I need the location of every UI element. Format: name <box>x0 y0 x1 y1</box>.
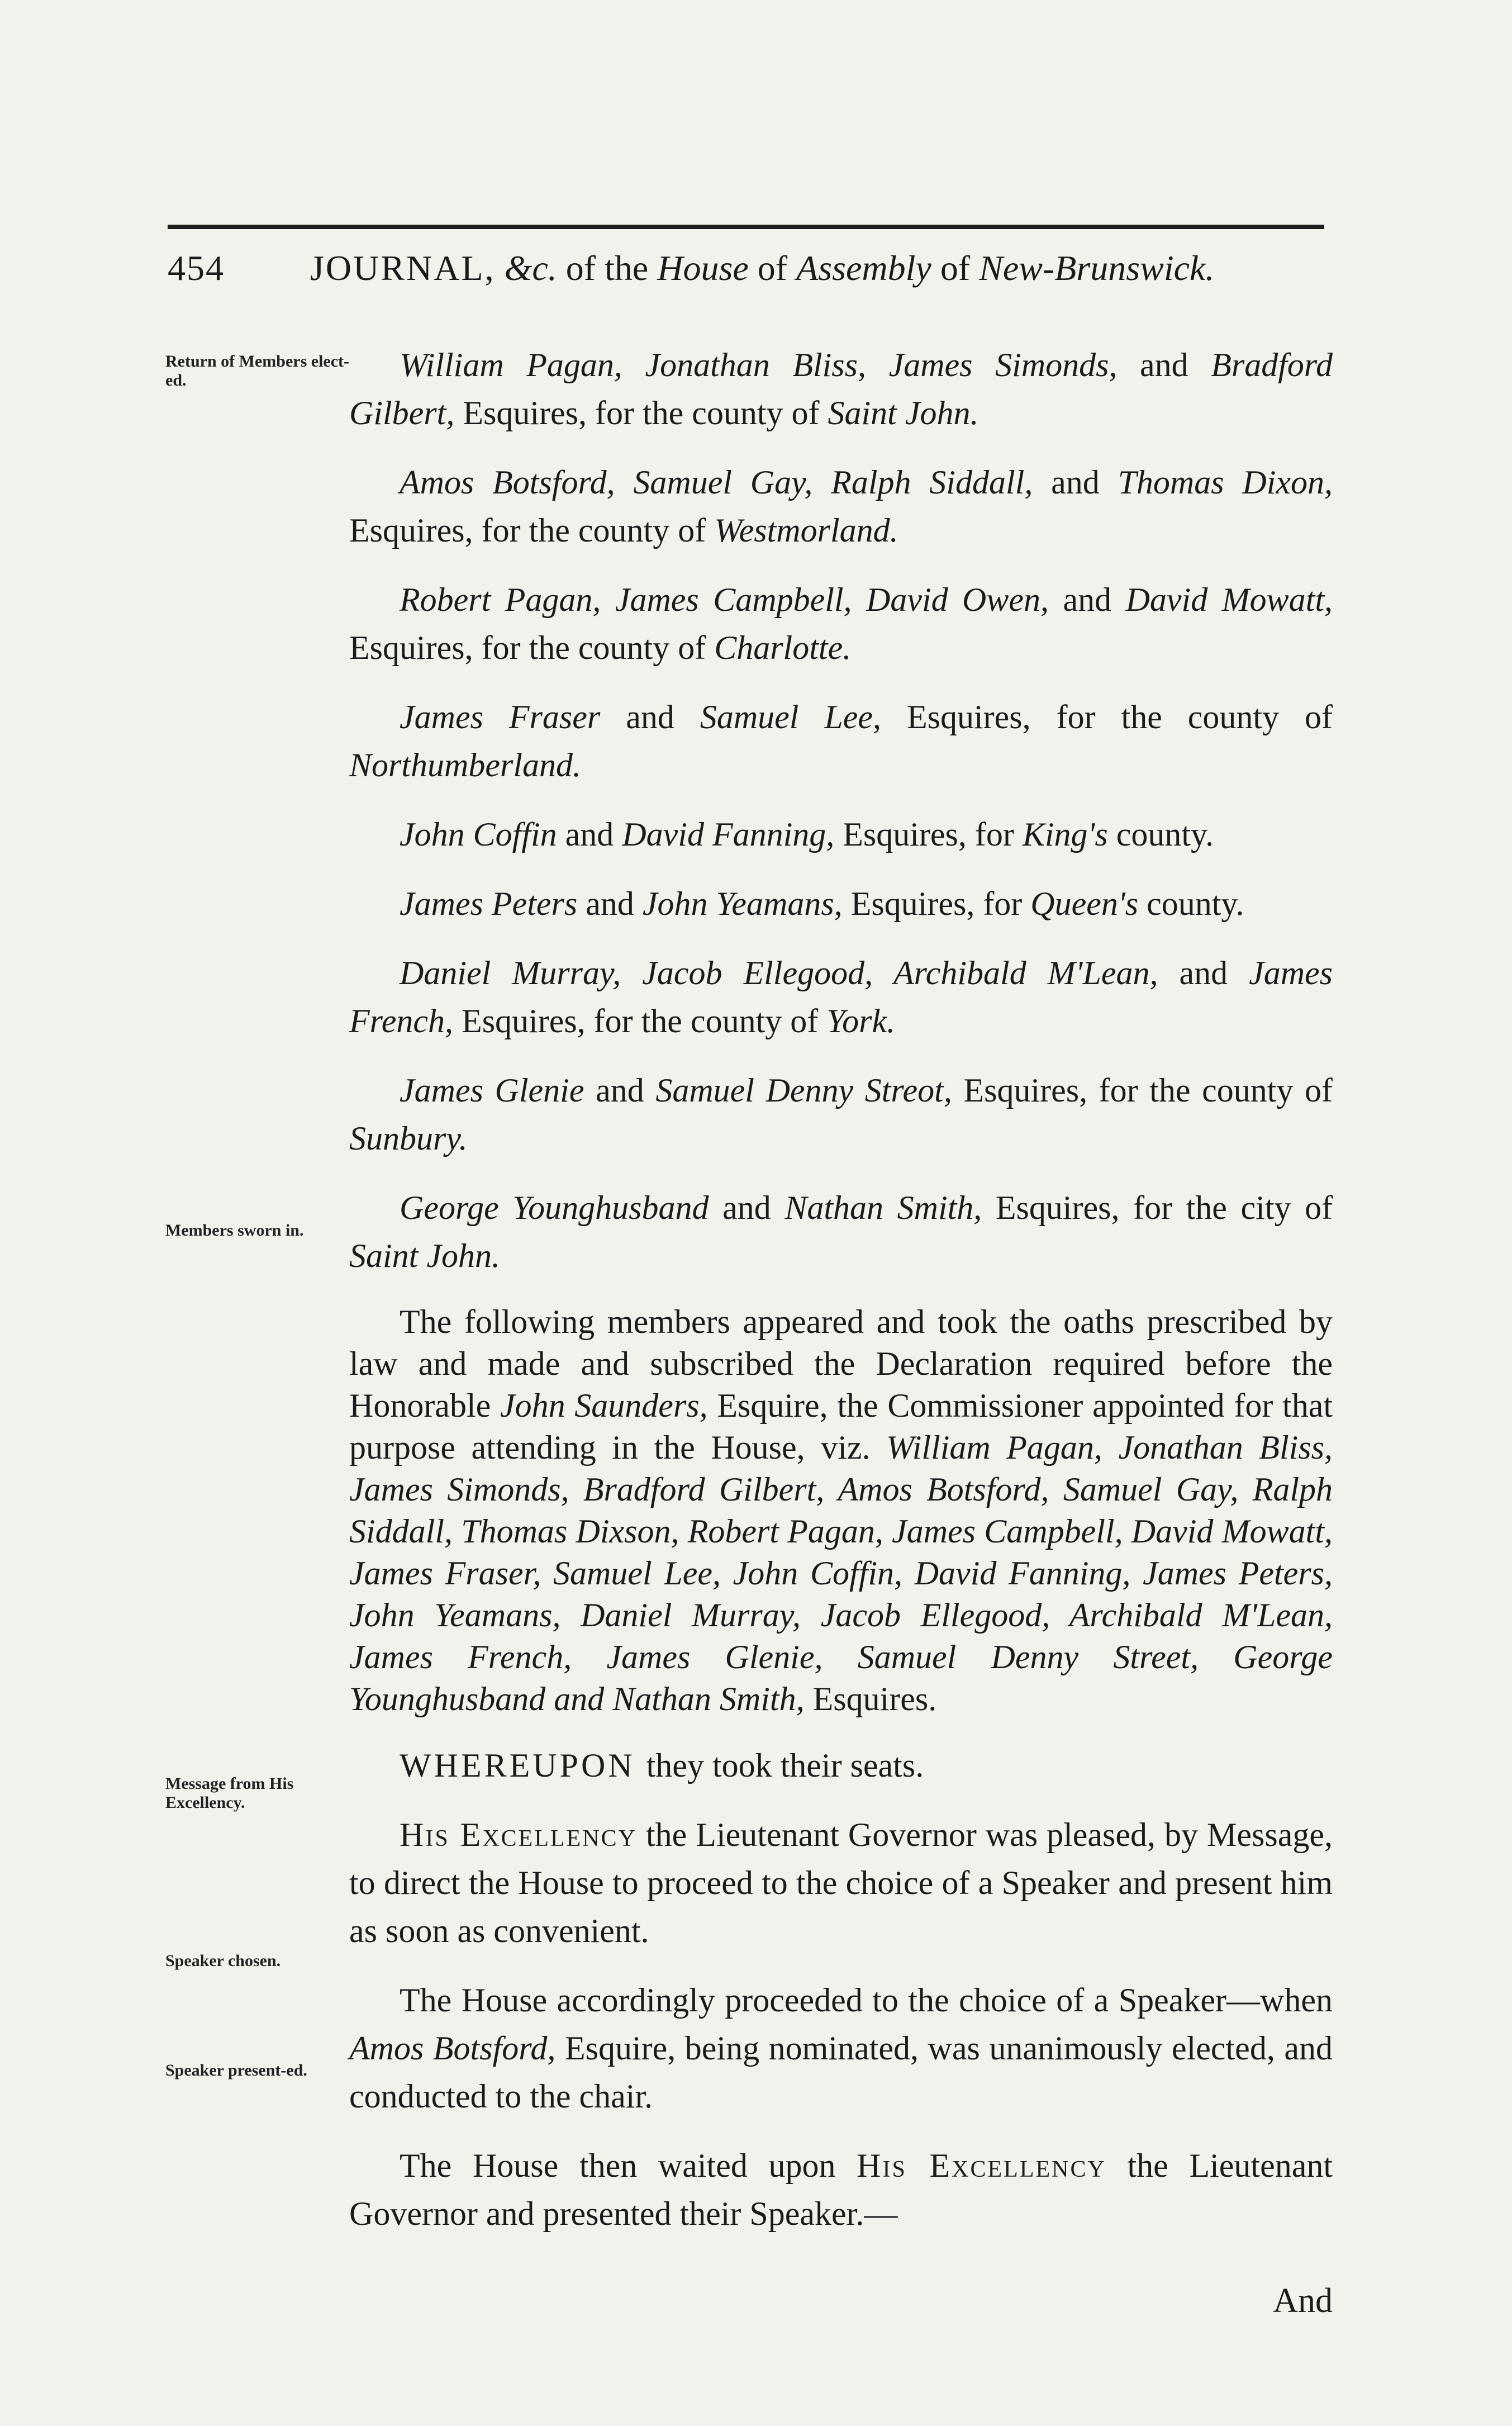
paragraph-speaker-presented <box>349 2142 1333 2238</box>
and-word: and <box>722 1189 771 1226</box>
oaths-text: The following members appeared and took the oaths prescribed by law and made and subscribed the Declaration required before the Honorable <box>349 1303 1333 1424</box>
county-phrase: Esquires, for the county of <box>349 512 706 549</box>
paragraph-speaker-chosen <box>349 1976 1333 2120</box>
commissioner-text: Esquire, the Commissioner appointed for that purpose attending in the House, viz. <box>349 1387 1333 1466</box>
running-header <box>168 246 1324 291</box>
paragraph-northumberland <box>349 693 1333 789</box>
etc: &c. <box>504 248 557 288</box>
member-names: Robert Pagan, James Campbell, David Owen, <box>400 581 1049 618</box>
member-names: Samuel Lee, <box>700 699 882 735</box>
paragraph-westmorland <box>349 458 1333 554</box>
county-name: Northumberland. <box>349 747 582 784</box>
and-word: and <box>1140 346 1188 383</box>
margin-note-speaker-presented: Speaker present-ed. <box>165 2061 307 2080</box>
county-phrase: Esquires, for <box>850 885 1023 922</box>
county-phrase: Esquires, for the county of <box>963 1072 1333 1109</box>
his-excellency: His Excellency <box>857 2147 1106 2184</box>
paragraph-sunbury <box>349 1066 1333 1162</box>
and-word: and <box>565 816 614 853</box>
paragraph-oaths <box>349 1301 1333 1720</box>
paragraph-whereupon <box>349 1741 1333 1789</box>
county-phrase: Esquires, for the county of <box>462 1003 819 1039</box>
county-word: county. <box>1147 885 1244 922</box>
waited-text: The House then waited upon <box>400 2147 836 2184</box>
county-name: Sunbury. <box>349 1120 468 1157</box>
paragraph-saint-john <box>349 341 1333 437</box>
member-names: James Peters <box>400 885 578 922</box>
sworn-member-names: William Pagan, Jonathan Bliss, James Simonds, Bradford Gilbert, Amos Botsford, Samuel Gay, Ralph Siddall, Thomas Dixson, Robert Pagan, James Campbell, David Mowatt, James Fraser, Samuel Lee, John Coffin, David Fanning, James Peters, John Yeamans, Daniel Murray, Jacob Ellegood, Archibald M'Lean, James French, James Glenie, Samuel Denny Street, George Younghusband and Nathan Smith, <box>349 1429 1333 1717</box>
paragraph-charlotte <box>349 576 1333 672</box>
county-name: Saint John. <box>828 395 979 431</box>
commissioner-name: John Saunders, <box>500 1387 708 1424</box>
and-word: and <box>586 885 634 922</box>
county-name: Queen's <box>1030 885 1139 922</box>
presented-text: the Lieutenant Governor and presented their Speaker.— <box>349 2147 1333 2232</box>
member-names: John Coffin <box>400 816 557 853</box>
member-names: John Yeamans, <box>642 885 843 922</box>
member-names: David Fanning, <box>622 816 835 853</box>
member-names: David Mowatt, <box>1125 581 1333 618</box>
whereupon-word: WHEREUPON <box>400 1747 635 1784</box>
member-names: James Fraser <box>400 699 601 735</box>
county-phrase: Esquires, for the city of <box>995 1189 1333 1226</box>
margin-note-message: Message from His Excellency. <box>165 1774 294 1812</box>
speaker-name: Amos Botsford, <box>349 2030 556 2067</box>
member-names: Bradford Gilbert, <box>349 346 1333 431</box>
and-word: and <box>596 1072 644 1109</box>
county-phrase: Esquires, for the county of <box>463 395 820 431</box>
member-names: James Glenie <box>400 1072 584 1109</box>
and-word: and <box>1179 955 1228 991</box>
and-word: and <box>1063 581 1112 618</box>
member-names: George Younghusband <box>400 1189 709 1226</box>
county-name: Charlotte. <box>714 629 852 666</box>
county-name: Westmorland. <box>714 512 898 549</box>
margin-note-speaker-chosen: Speaker chosen. <box>165 1952 281 1970</box>
assembly-word: Assembly <box>796 248 931 288</box>
journal-title: JOURNAL, <box>310 248 496 288</box>
and-word: and <box>626 699 674 735</box>
county-phrase: Esquires, for the county of <box>349 629 706 666</box>
county-name: York. <box>826 1003 896 1039</box>
member-names: Thomas Dixon, <box>1118 464 1333 501</box>
of-word-2: of <box>940 248 971 288</box>
of-word: of <box>757 248 788 288</box>
house-word: House <box>657 248 749 288</box>
page-number: 454 <box>168 248 225 288</box>
member-names: James French, <box>349 955 1333 1039</box>
member-names: Amos Botsford, Samuel Gay, Ralph Siddall, <box>400 464 1033 501</box>
county-name: King's <box>1022 816 1108 853</box>
province-name: New-Brunswick. <box>979 248 1215 288</box>
paragraph-kings <box>349 810 1333 858</box>
elected-text: Esquire, being nominated, was unanimously elected, and conducted to the chair. <box>349 2030 1333 2115</box>
member-names: Nathan Smith, <box>784 1189 982 1226</box>
member-names: William Pagan, Jonathan Bliss, James Simonds, <box>400 346 1118 383</box>
member-names: Samuel Denny Streot, <box>655 1072 952 1109</box>
paragraph-message <box>349 1811 1333 1955</box>
paragraph-city-saint-john <box>349 1184 1333 1280</box>
margin-note-members-sworn: Members sworn in. <box>165 1221 304 1240</box>
header-rule <box>168 225 1324 229</box>
catchword: And <box>1273 2282 1333 2320</box>
county-name: Saint John. <box>349 1237 500 1274</box>
and-word: and <box>1051 464 1100 501</box>
esquires-word: Esquires. <box>812 1680 937 1717</box>
his-excellency: His Excellency <box>400 1816 637 1853</box>
journal-body <box>349 341 1333 2346</box>
paragraph-york <box>349 949 1333 1045</box>
county-phrase: Esquires, for the county of <box>907 699 1333 735</box>
county-phrase: Esquires, for <box>843 816 1014 853</box>
margin-note-return-of-members: Return of Members elect-ed. <box>165 352 350 390</box>
seats-text: they took their seats. <box>646 1747 924 1784</box>
county-word: county. <box>1116 816 1214 853</box>
paragraph-queens <box>349 880 1333 928</box>
member-names: Daniel Murray, Jacob Ellegood, Archibald M'Lean, <box>400 955 1158 991</box>
of-the: of the <box>565 248 649 288</box>
choice-text: The House accordingly proceeded to the choice of a Speaker—when <box>400 1982 1333 2019</box>
message-text: the Lieutenant Governor was pleased, by Message, to direct the House to proceed to the choice of a Speaker and present him as soon as convenient. <box>349 1816 1333 1949</box>
